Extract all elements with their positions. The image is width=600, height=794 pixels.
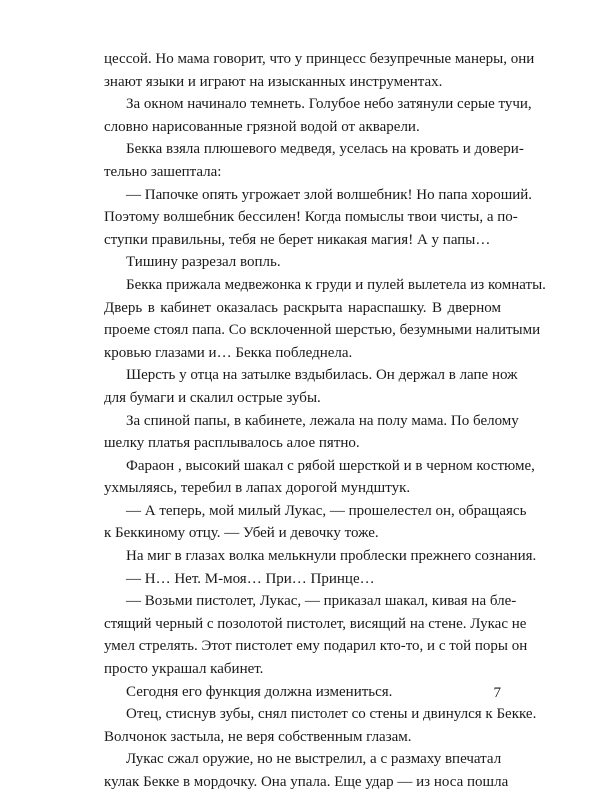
text-line: Поэтому волшебник бессилен! Когда помыслы твои чисты, а по- <box>104 209 518 226</box>
text-line: ступки правильны, тебя не берет никакая магия! А у папы… <box>104 231 491 248</box>
text-line: кулак Бекке в мордочку. Она упала. Еще удар — из носа пошла <box>104 774 509 790</box>
text-line: Волчонок застыла, не веря собственным глазам. <box>104 728 412 745</box>
text-line: — А теперь, мой милый Лукас, — прошелестел он, обращаясь <box>126 502 527 519</box>
text-line: Бекка взяла плюшевого медведя, уселась на кровать и довери- <box>126 141 524 158</box>
text-line: Шерсть у отца на затылке вздыбилась. Он держал в лапе нож <box>126 367 518 384</box>
text-line: знают языки и играют на изысканных инструментах. <box>104 73 443 90</box>
text-line: Тишину разрезал вопль. <box>126 254 281 271</box>
body-text <box>104 48 546 794</box>
text-line: Отец, стиснув зубы, снял пистолет со стены и двинулся к Бекке. <box>126 706 537 723</box>
text-line: шелку платья расплывалось алое пятно. <box>104 435 360 452</box>
text-line: Бекка прижала медвежонка к груди и пулей вылетела из комнаты. <box>126 276 546 293</box>
text-line: словно нарисованные грязной водой от акварели. <box>104 118 420 135</box>
text-line: стящий черный с позолотой пистолет, висящий на стене. Лукас не <box>104 615 527 632</box>
text-line: — Возьми пистолет, Лукас, — приказал шакал, кивая на бле- <box>126 593 517 610</box>
text-line: — Н… Нет. М-моя… При… Принце… <box>126 570 375 587</box>
text-line: За спиной папы, в кабинете, лежала на полу мама. По белому <box>126 412 519 429</box>
text-line: проеме стоял папа. Со всклоченной шерстью, безумными налитыми <box>104 322 541 339</box>
text-line: умел стрелять. Этот пистолет ему подарил кто-то, и с той поры он <box>104 638 528 655</box>
text-line: На миг в глазах волка мелькнули проблески прежнего сознания. <box>126 548 537 565</box>
text-line: За окном начинало темнеть. Голубое небо затянули серые тучи, <box>126 96 532 113</box>
text-line: для бумаги и скалил острые зубы. <box>104 389 321 406</box>
text-line: кровью глазами и… Бекка побледнела. <box>104 344 353 361</box>
text-line: Сегодня его функция должна измениться. <box>126 683 393 700</box>
page-number: 7 <box>493 685 501 701</box>
text-line: просто украшал кабинет. <box>104 661 264 678</box>
text-line: Дверь в кабинет оказалась раскрыта нараспашку. В дверном <box>104 299 501 316</box>
text-line: цессой. Но мама говорит, что у принцесс безупречные манеры, они <box>104 51 535 67</box>
text-line: Фараон , высокий шакал с рябой шерсткой и в черном костюме, <box>126 457 535 474</box>
text-line: ухмыляясь, теребил в лапах дорогой мундштук. <box>104 480 411 497</box>
text-line: Лукас сжал оружие, но не выстрелил, а с размаху впечатал <box>126 751 502 768</box>
text-line: тельно зашептала: <box>104 163 222 180</box>
text-line: к Беккиному отцу. — Убей и девочку тоже. <box>104 525 379 542</box>
text-line: — Папочке опять угрожает злой волшебник! Но папа хороший. <box>126 186 533 203</box>
